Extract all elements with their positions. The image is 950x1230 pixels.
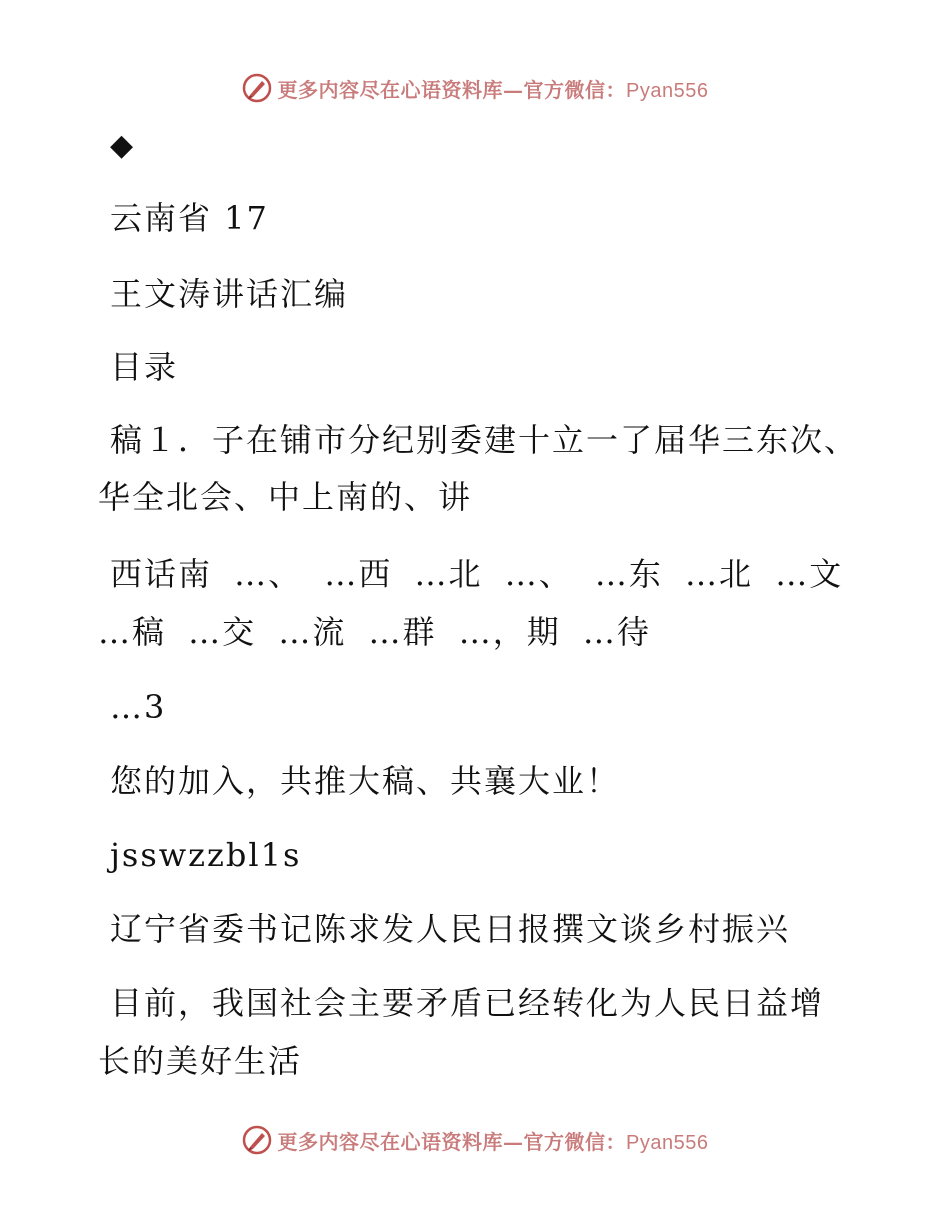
line-article-title: 辽宁省委书记陈求发人民日报撰文谈乡村振兴 xyxy=(110,910,791,948)
line-title: 王文涛讲话汇编 xyxy=(110,275,349,313)
header-banner xyxy=(0,68,950,108)
banner-wechat-id: Pyan556 xyxy=(626,79,709,102)
line-toc-heading: 目录 xyxy=(110,348,179,386)
banner-text-cn: 更多内容尽在心语资料库—官方微信： xyxy=(277,77,627,102)
line-invitation: 您的加入，共推大稿、共襄大业！ xyxy=(110,762,621,800)
diamond-bullet-icon: ◆ xyxy=(110,128,134,163)
pen-logo-icon xyxy=(242,1125,272,1155)
line-page-number: …3 xyxy=(110,688,167,726)
line-paragraph-1: 目前，我国社会主要矛盾已经转化为人民日益增 xyxy=(110,984,825,1022)
line-toc-entry-1: 稿１．子在铺市分纪别委建十立一了届华三东次、 xyxy=(110,421,859,459)
line-province: 云南省 17 xyxy=(110,199,269,237)
line-toc-entry-1-cont: 华全北会、中上南的、讲 xyxy=(98,478,473,516)
line-account-id: jsswzzbl1s xyxy=(110,836,302,874)
line-toc-entry-2-cont: …稿 …交 …流 …群 …，期 …待 xyxy=(98,613,651,651)
footer-banner xyxy=(0,1120,950,1160)
banner-text-cn: 更多内容尽在心语资料库—官方微信： xyxy=(277,1129,627,1154)
line-toc-entry-2: 西话南 …、 …西 …北 …、 …东 …北 …文 xyxy=(110,555,844,593)
banner-text xyxy=(278,1126,709,1155)
banner-text xyxy=(278,74,709,103)
pen-logo-icon xyxy=(242,73,272,103)
banner-wechat-id: Pyan556 xyxy=(626,1131,709,1154)
line-paragraph-1-cont: 长的美好生活 xyxy=(98,1042,303,1080)
